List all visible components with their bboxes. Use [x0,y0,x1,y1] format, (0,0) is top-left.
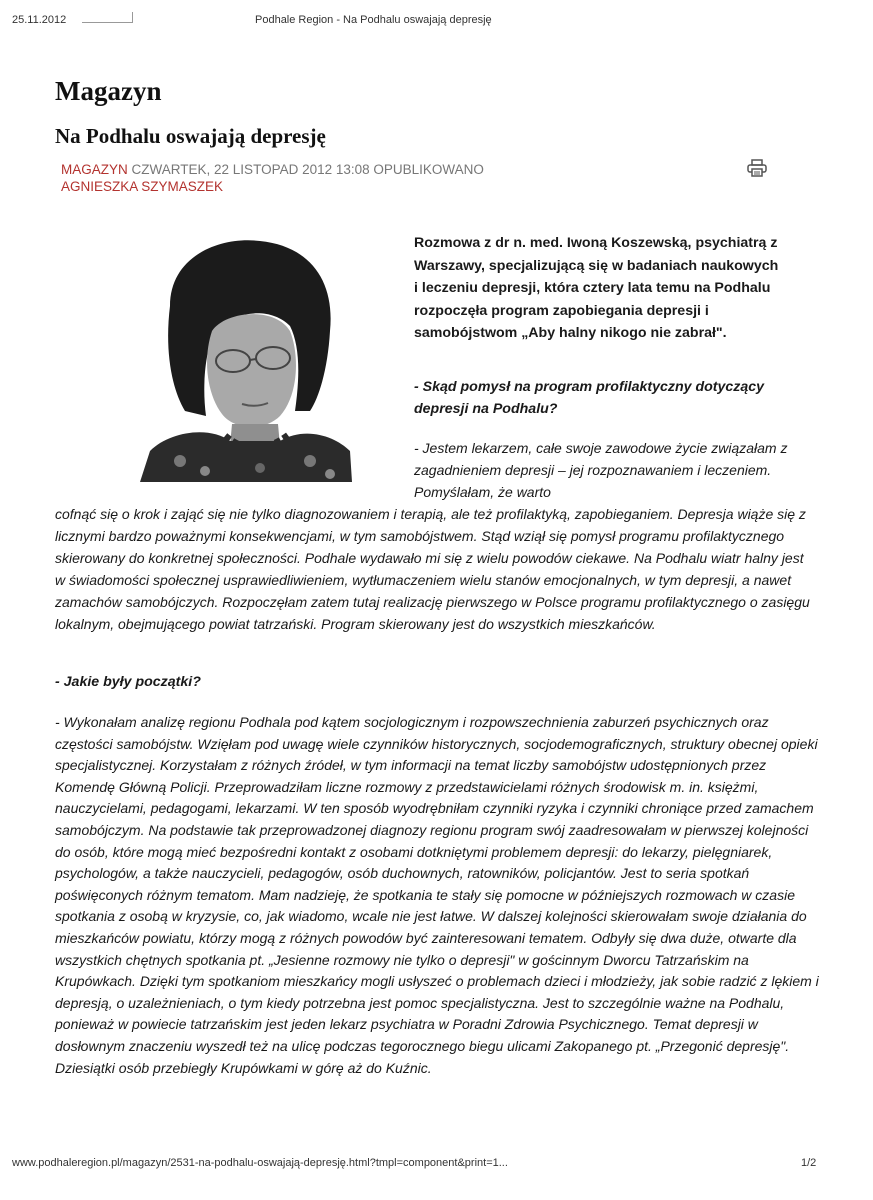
publish-datetime: CZWARTEK, 22 LISTOPAD 2012 13:08 [131,162,370,177]
question-1: - Skąd pomysł na program profilaktyczny dotyczący depresji na Podhalu? [414,379,765,417]
section-title: Magazyn [55,76,162,106]
article-title: Na Podhalu oswajają depresję [55,124,326,148]
print-page-title: Podhale Region - Na Podhalu oswajają depresję [255,14,492,26]
interviewee-photo [140,236,352,482]
author-name: AGNIESZKA SZYMASZEK [61,179,224,194]
article-meta [61,161,511,195]
published-label: OPUBLIKOWANO [373,162,484,177]
printer-icon[interactable] [746,159,768,177]
category-link[interactable]: MAGAZYN [61,162,128,177]
print-date: 25.11.2012 [12,14,67,26]
scan-mark [82,12,133,23]
answer-2: - Wykonałam analizę regionu Podhala pod kątem socjologicznym i rozpowszechnienia zaburzeń psychicznych oraz częstości samobójstw. Wzięłam pod uwagę wiele czynników historycznych, socjodemograficznych, struktury obecnej opieki specjalistycznej. Korzystałam z różnych źródeł, w tym informacji na temat liczby samobójstw udostępnionych przez Komendę Główną Policji. Przeprowadziłam liczne rozmowy z przedstawicielami różnych środowisk m. in. księżmi, nauczycielami, pedagogami, lekarzami. W ten sposób wyodrębniłam czynniki ryzyka i czynniki chroniące przed zamachem samobójczym. Na podstawie tak przeprowadzonej diagnozy regionu program swój zaadresowałam w pierwszej kolejności do osób, które mogą mieć bezpośredni kontakt z osobami dotkniętymi problemem depresji: do lekarzy, pielęgniarek, psychologów, a także nauczycieli, pedagogów, osób duchownych, ratowników, policjantów. Jest to seria spotkań poświęconych różnym tematom. Mam nadzieję, że spotkania te stały się pomocne w późniejszych rozmowach w czasie spotkania z osobą w kryzysie, co, jak wiadomo, wcale nie jest łatwe. W dalszej kolejności skierowałam swoje działania do mieszkańców powiatu, którzy mogą z różnych powodów być zainteresowani tematem. Odbyły się dwa duże, otwarte dla wszystkich chętnych spotkania pt. „Jesienne rozmowy nie tylko o depresji" w gościnnym Dworcu Tatrzańskim na Krupówkach. Dzięki tym spotkaniom mieszkańcy mogli usłyszeć o problemach dzieci i młodzieży, jak sobie radzić z lękiem i depresją, o uzależnieniach, o tym kiedy potrzebna jest pomoc specjalistyczna. Jest to szczególnie ważne na Podhalu, ponieważ w powiecie tatrzańskim jest jeden lekarz psychiatra w Poradni Zdrowia Psychicznego. Temat depresji w dosłownym znaczeniu wyszedł też na ulicę podczas tegorocznego biegu ulicami Zakopanego pt. „Przegonić depresję". Dziesiątki osób przebiegły Krupówkami w górę aż do Kuźnic. [55,714,819,1076]
article-lead: Rozmowa z dr n. med. Iwoną Koszewską, psychiatrą z Warszawy, specjalizującą się w badaniach naukowych i leczeniu depresji, która cztery lata temu na Podhalu rozpoczęła program zapobiegania depresji i samobójstwom „Aby halny nikogo nie zabrał". [414,235,779,341]
page-number: 1/2 [801,1157,817,1169]
print-header [12,14,861,30]
answer-1-continued: cofnąć się o krok i zająć się nie tylko diagnozowaniem i terapią, ale też profilaktyką, zapobieganiem. Depresja wiąże się z licznymi bardzo poważnymi konsekwencjami, w tym samobójstwem. Stąd wziął się pomysł programu profilaktycznego skierowany do konkretnej społeczności. Podhale wydawało mi się z wielu powodów ciekawe. Na Podhalu wiatr halny jest w świadomości społecznej usprawiedliwieniem, wytłumaczeniem wielu stanów emocjonalnych, w tym depresji, a nawet zamachów samobójczych. Rozpoczęłam zatem tutaj realizację pierwszego w Polsce programu profilaktycznego o zasięgu lokalnym, obejmującego powiat tatrzański. Program skierowany jest do wszystkich mieszkańców. [55,506,810,632]
answer-1-start: - Jestem lekarzem, całe swoje zawodowe życie związałam z zagadnieniem depresji – jej rozpoznawaniem i leczeniem. Pomyślałam, że warto [414,440,788,500]
print-url: www.podhaleregion.pl/magazyn/2531-na-podhalu-oswajają-depresję.html?tmpl=component&print=1... [12,1157,508,1169]
question-2: - Jakie były początki? [55,674,201,690]
